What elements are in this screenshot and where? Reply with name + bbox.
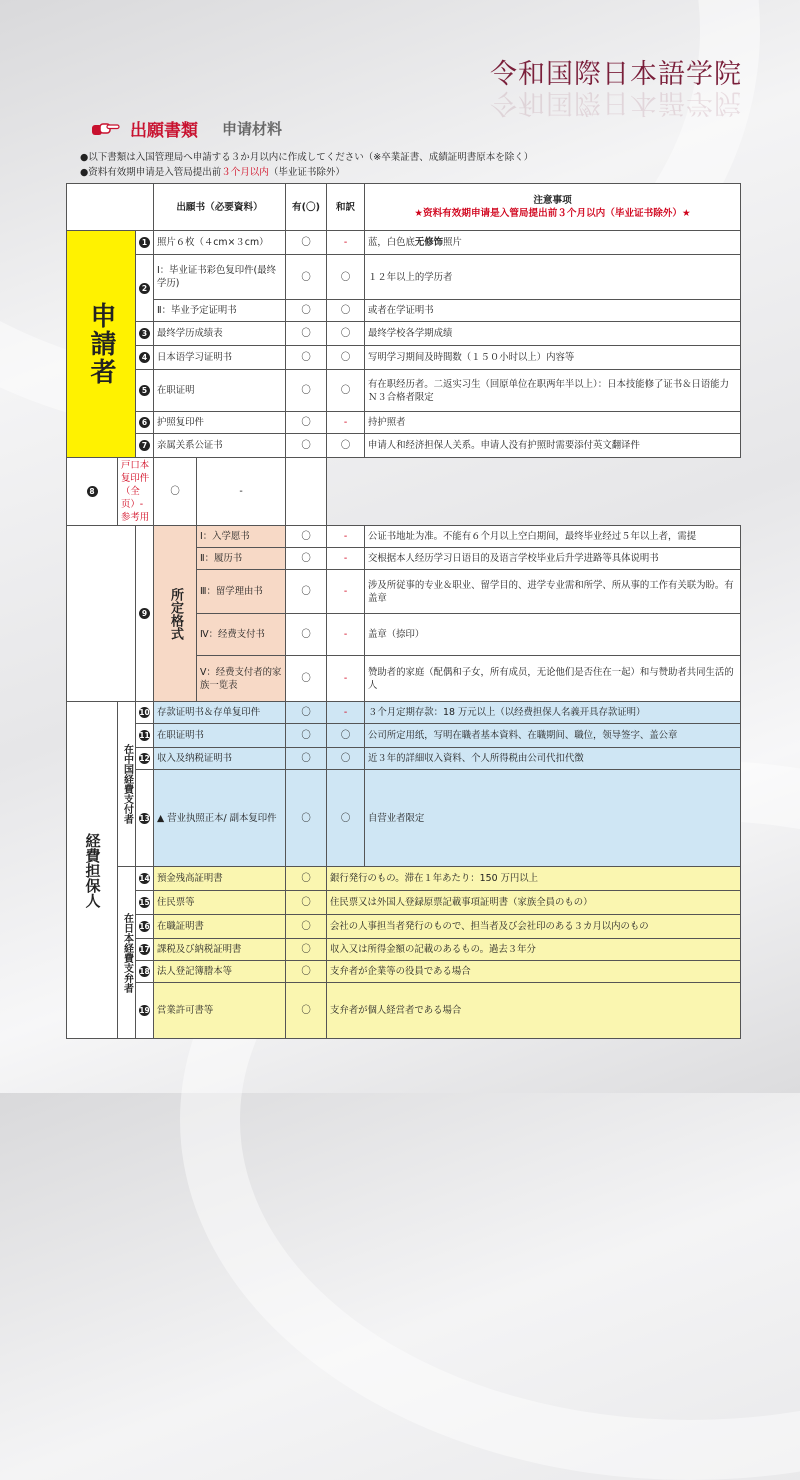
note-cell: 収入又は所得金額の記載のあるもの。過去３年分 <box>327 939 741 961</box>
row-number: 3 <box>136 322 154 346</box>
section-subtitle: 申请材料 <box>222 120 283 138</box>
doc-cell: 在职证明书 <box>154 724 286 748</box>
header-notes-title: 注意事项 <box>533 195 572 206</box>
category-sponsor: 経費担保人 <box>67 702 118 1039</box>
jp-cell: 〇 <box>327 724 365 748</box>
yes-cell: 〇 <box>286 614 327 656</box>
note-cell: 住民票又は外国人登録原票記載事項証明書（家族全員のもの） <box>327 891 741 915</box>
row-number: 2 <box>136 255 154 322</box>
doc-cell: 戸口本复印件（全页）-参考用 <box>118 458 154 526</box>
note-cell: 公证书地址为准。不能有６个月以上空白期间，最终毕业经过５年以上者，需提 <box>365 526 741 548</box>
jp-cell: - <box>327 231 365 255</box>
note-highlight: ３个月以内 <box>221 167 269 178</box>
row-number: 1 <box>136 231 154 255</box>
doc-cell: 預金残高証明書 <box>154 867 286 891</box>
table-row <box>67 867 741 891</box>
table-row <box>67 434 741 458</box>
jp-cell: - <box>327 614 365 656</box>
row-number: 15 <box>136 891 154 915</box>
table-row <box>67 458 741 526</box>
doc-cell: Ⅰ：入学愿书 <box>197 526 286 548</box>
yes-cell: 〇 <box>286 434 327 458</box>
jp-cell: 〇 <box>327 370 365 412</box>
row-number: 8 <box>67 458 118 526</box>
doc-cell: Ⅴ：经费支付者的家族一览表 <box>197 656 286 702</box>
row-number: 6 <box>136 412 154 434</box>
category-blank <box>67 526 136 702</box>
note-cell: 近３年的詳細収入資料、个人所得税由公司代扣代徴 <box>365 748 741 770</box>
note-cell: ３个月定期存款：18 万元以上（以经费担保人名義开具存款证明） <box>365 702 741 724</box>
table-row <box>67 300 741 322</box>
table-row <box>67 891 741 915</box>
note-cell: １２年以上的学历者 <box>365 255 741 300</box>
doc-cell: Ⅲ：留学理由书 <box>197 570 286 614</box>
notes <box>80 150 533 180</box>
yes-cell: 〇 <box>286 867 327 891</box>
jp-cell: - <box>327 548 365 570</box>
row-number: 13 <box>136 770 154 867</box>
header-blank <box>67 184 154 231</box>
table-row <box>67 370 741 412</box>
note-cell: 有在职经历者。二返实习生（回原单位在职两年半以上）：日本技能修了证书＆日语能力Ｎ３合格者限定 <box>365 370 741 412</box>
table-row <box>67 702 741 724</box>
jp-cell: - <box>327 570 365 614</box>
jp-cell: 〇 <box>327 770 365 867</box>
pointing-hand-icon <box>92 121 120 137</box>
yes-cell: 〇 <box>286 939 327 961</box>
doc-cell: 在职证明 <box>154 370 286 412</box>
yes-cell: 〇 <box>286 300 327 322</box>
category-applicant: 申請者 <box>67 231 136 458</box>
header-yes: 有(〇) <box>286 184 327 231</box>
note-cell <box>286 458 327 526</box>
yes-cell: 〇 <box>286 412 327 434</box>
yes-cell: 〇 <box>286 255 327 300</box>
category-fixed-format: 所定格式 <box>154 526 197 702</box>
header-notes-subtitle: ★资料有效期申请是入管局提出前３个月以内（毕业证书除外）★ <box>414 208 691 219</box>
note-cell: 会社の人事担当者発行のもので、担当者及び会社印のある３カ月以内のもの <box>327 915 741 939</box>
jp-cell: 〇 <box>327 748 365 770</box>
table-row <box>67 412 741 434</box>
yes-cell: 〇 <box>286 656 327 702</box>
doc-cell: 収入及纳税证明书 <box>154 748 286 770</box>
doc-cell: 护照复印件 <box>154 412 286 434</box>
note-cell: 支弁者が企業等の役員である場合 <box>327 961 741 983</box>
yes-cell: 〇 <box>286 748 327 770</box>
note-cell: 支弁者が個人経営者である場合 <box>327 983 741 1039</box>
yes-cell: 〇 <box>286 370 327 412</box>
row-number: 4 <box>136 346 154 370</box>
table-row <box>67 346 741 370</box>
note-line-1: ●以下書類は入国管理局へ申請する３か月以内に作成してください（※卒業証書、成績証明書原本を除く） <box>80 152 534 163</box>
doc-cell: 照片６枚（４cm×３cm） <box>154 231 286 255</box>
header-jp: 和訳 <box>327 184 365 231</box>
yes-cell: 〇 <box>286 915 327 939</box>
note-line-2: ●资料有效期申请是入管局提出前３个月以内（毕业证书除外） <box>80 167 345 178</box>
yes-cell: 〇 <box>286 526 327 548</box>
section-heading <box>92 116 282 141</box>
school-name-reflection: 令和国際日本語学院 <box>490 87 742 118</box>
row-number: 5 <box>136 370 154 412</box>
table-row <box>67 724 741 748</box>
row-number: 9 <box>136 526 154 702</box>
jp-cell: - <box>327 702 365 724</box>
table-row <box>67 748 741 770</box>
table-row <box>67 770 741 867</box>
table-row <box>67 961 741 983</box>
row-number: 17 <box>136 939 154 961</box>
doc-cell: 課税及び納税証明書 <box>154 939 286 961</box>
doc-cell: 存款证明书＆存单复印件 <box>154 702 286 724</box>
header-doc: 出願书（必要資料） <box>154 184 286 231</box>
jp-cell: 〇 <box>327 434 365 458</box>
doc-cell: Ⅱ：履历书 <box>197 548 286 570</box>
yes-cell: 〇 <box>286 548 327 570</box>
table-row <box>67 255 741 300</box>
table-row <box>67 983 741 1039</box>
yes-cell: 〇 <box>286 702 327 724</box>
table-row <box>67 231 741 255</box>
row-number: 19 <box>136 983 154 1039</box>
yes-cell: 〇 <box>286 891 327 915</box>
jp-cell: 〇 <box>327 322 365 346</box>
note-cell: 蓝，白色底无修饰照片 <box>365 231 741 255</box>
row-number: 10 <box>136 702 154 724</box>
category-japan-sponsor: 在日本経費支弁者 <box>118 867 136 1039</box>
doc-cell: Ⅱ：毕业予定证明书 <box>154 300 286 322</box>
doc-cell: 住民票等 <box>154 891 286 915</box>
yes-cell: 〇 <box>286 770 327 867</box>
doc-cell: 営業許可書等 <box>154 983 286 1039</box>
table-row <box>67 915 741 939</box>
row-number: 11 <box>136 724 154 748</box>
note-cell: 最终学校各学期成绩 <box>365 322 741 346</box>
row-number: 7 <box>136 434 154 458</box>
yes-cell: 〇 <box>286 322 327 346</box>
table-row <box>67 939 741 961</box>
doc-cell: 在職証明書 <box>154 915 286 939</box>
note-cell: 公司所定用纸，写明在職者基本資料、在職期间、職位，领导签字、盖公章 <box>365 724 741 748</box>
doc-cell: 法人登記簿謄本等 <box>154 961 286 983</box>
jp-cell: - <box>327 412 365 434</box>
yes-cell: 〇 <box>286 570 327 614</box>
note-cell: 申请人和经济担保人关系。申请人没有护照时需要添付英文翻译件 <box>365 434 741 458</box>
doc-cell: 最终学历成绩表 <box>154 322 286 346</box>
jp-cell: 〇 <box>327 346 365 370</box>
doc-cell: ▲ 营业执照正本/ 副本复印件 <box>154 770 286 867</box>
note-cell: 或者在学证明书 <box>365 300 741 322</box>
row-number: 18 <box>136 961 154 983</box>
doc-cell: 亲属关系公证书 <box>154 434 286 458</box>
note-cell: 涉及所従事的专业＆职业、留学目的、进学专业需和所学、所从事的工作有关联为盼。有盖章 <box>365 570 741 614</box>
doc-cell: Ⅰ：毕业证书彩色复印件(最终学历) <box>154 255 286 300</box>
table-header-row <box>67 184 741 231</box>
yes-cell: 〇 <box>286 724 327 748</box>
note-cell: 自营业者限定 <box>365 770 741 867</box>
note-cell: 銀行発行のもの。滞在１年あたり：150 万円以上 <box>327 867 741 891</box>
note-cell: 交根据本人经历学习日语目的及语言学校毕业后升学进路等具体说明书 <box>365 548 741 570</box>
category-china-sponsor: 在中国経費支付者 <box>118 702 136 867</box>
note-cell: 写明学习期间及時間数（１５０小时以上）内容等 <box>365 346 741 370</box>
note-cell: 盖章（捺印） <box>365 614 741 656</box>
jp-cell: - <box>327 526 365 548</box>
jp-cell: 〇 <box>327 300 365 322</box>
yes-cell: 〇 <box>286 983 327 1039</box>
school-name: 令和国際日本語学院 <box>490 59 742 90</box>
note-cell: 赞助者的家庭（配偶和子女，所有成员，无论他们是否住在一起）和与赞助者共同生活的人 <box>365 656 741 702</box>
jp-cell: 〇 <box>327 255 365 300</box>
documents-table <box>66 183 741 1039</box>
yes-cell: 〇 <box>286 346 327 370</box>
table-row <box>67 526 741 548</box>
jp-cell: - <box>327 656 365 702</box>
yes-cell: 〇 <box>286 231 327 255</box>
yes-cell: 〇 <box>154 458 197 526</box>
table-row <box>67 322 741 346</box>
yes-cell: 〇 <box>286 961 327 983</box>
note-cell: 持护照者 <box>365 412 741 434</box>
jp-cell: - <box>197 458 286 526</box>
doc-cell: Ⅳ：经费支付书 <box>197 614 286 656</box>
doc-cell: 日本语学习证明书 <box>154 346 286 370</box>
row-number: 12 <box>136 748 154 770</box>
section-title: 出願書類 <box>130 121 198 141</box>
header-notes <box>365 184 741 231</box>
row-number: 14 <box>136 867 154 891</box>
row-number: 16 <box>136 915 154 939</box>
